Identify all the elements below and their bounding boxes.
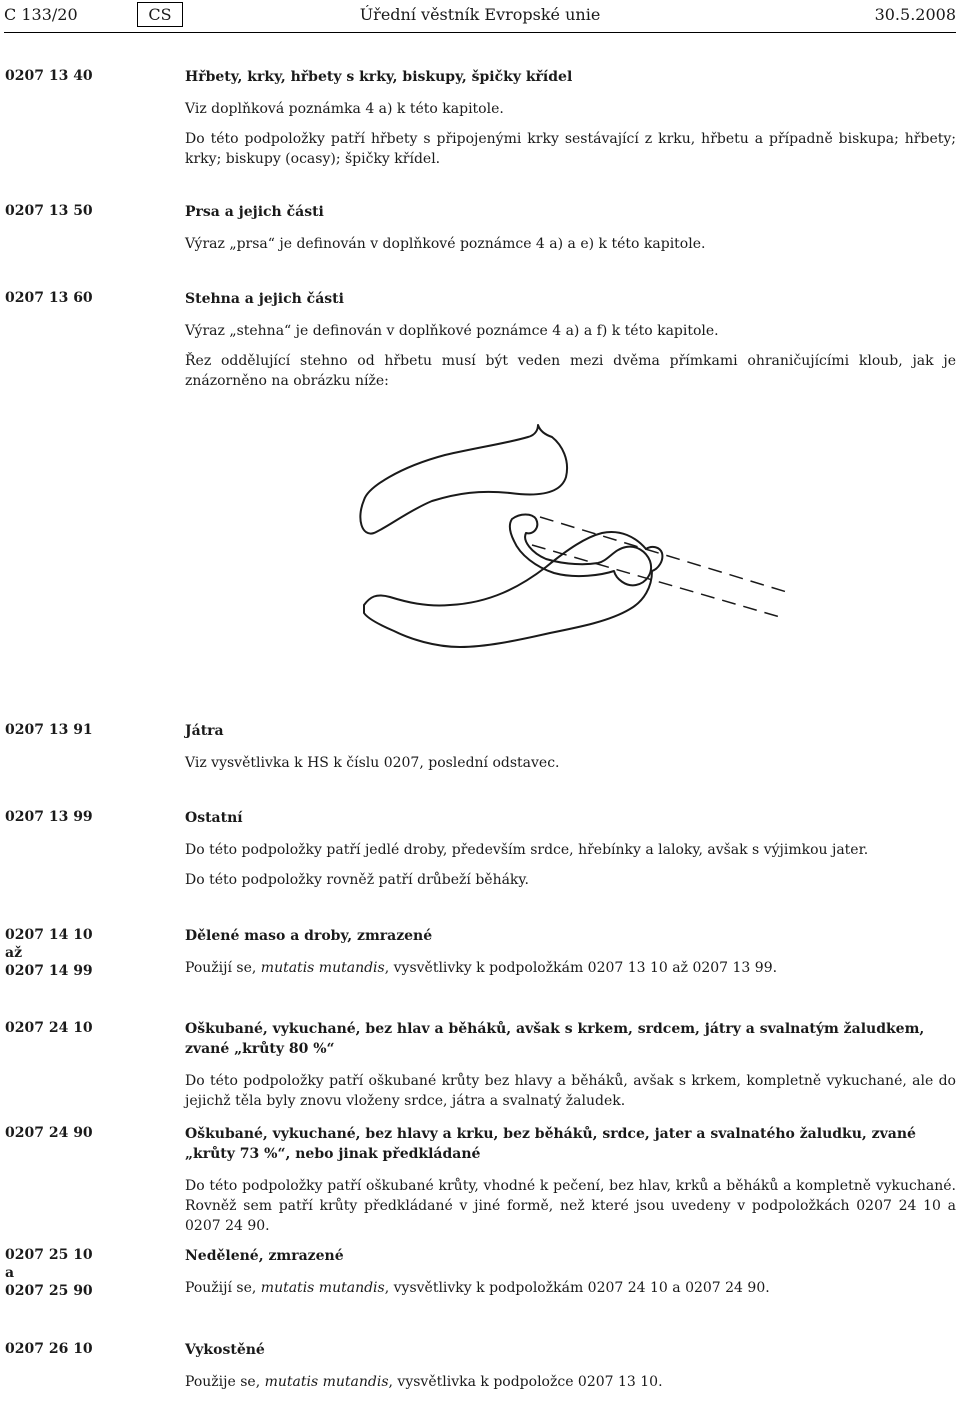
latin-phrase: mutatis mutandis xyxy=(264,1374,389,1390)
entry-code xyxy=(5,1340,175,1358)
entry-heading: Nedělené, zmrazené xyxy=(185,1248,344,1264)
entry-code-line: a xyxy=(5,1265,15,1281)
entry-heading: Stehna a jejich části xyxy=(185,291,344,307)
entry-text xyxy=(185,1246,956,1308)
entry-code-line: 0207 13 99 xyxy=(5,809,93,825)
entry-paragraph: Výraz „prsa“ je definován v doplňkové poznámce 4 a) a e) k této kapitole. xyxy=(185,236,706,252)
entry-text xyxy=(185,926,956,988)
entry-paragraph: Do této podpoložky patří oškubané krůty, vhodné k pečení, bez hlav, krků a běháků a kompletně vykuchané. Rovněž sem patří krůty předkládané v jiné formě, než které jsou uvedeny v podpoložkách 0207 24 10 a 0207 24 90. xyxy=(185,1178,956,1234)
entry-paragraph: Do této podpoložky rovněž patří drůbeží běháky. xyxy=(185,872,529,888)
entry-paragraph: Do této podpoložky patří oškubané krůty bez hlavy a běháků, avšak s krkem, kompletně vykuchané, ale do jejichž těla byly znovu vloženy srdce, játra a svalnatý žaludek. xyxy=(185,1073,956,1109)
entry-code xyxy=(5,1246,175,1300)
entry-heading: Dělené maso a droby, zmrazené xyxy=(185,928,433,944)
language-code-box: CS xyxy=(137,2,183,27)
entry-code-line: 0207 25 90 xyxy=(5,1283,93,1299)
entry-code-line: 0207 14 99 xyxy=(5,963,93,979)
entry-heading: Hřbety, krky, hřbety s krky, biskupy, špičky křídel xyxy=(185,69,573,85)
entry-code-line: 0207 24 10 xyxy=(5,1020,93,1036)
entry-heading: Játra xyxy=(185,723,224,739)
entry-code-line: 0207 13 40 xyxy=(5,68,93,84)
entry-text xyxy=(185,721,956,783)
entry-code-line: 0207 14 10 xyxy=(5,927,93,943)
entry-text xyxy=(185,289,956,401)
entry-paragraph: Řez oddělující stehno od hřbetu musí být veden mezi dvěma přímkami ohraničujícími kloub, jak je znázorněno na obrázku níže: xyxy=(185,353,956,389)
entry-paragraph: Viz doplňková poznámka 4 a) k této kapitole. xyxy=(185,101,504,117)
paragraph-text: , vysvětlivky k podpoložkám 0207 13 10 až 0207 13 99. xyxy=(384,960,778,976)
joint-socket-outline xyxy=(510,515,651,586)
thigh-cut-diagram xyxy=(340,415,800,660)
entry-paragraph: Výraz „stehna“ je definován v doplňkové poznámce 4 a) a f) k této kapitole. xyxy=(185,323,719,339)
entry-code xyxy=(5,1124,175,1142)
entry-code xyxy=(5,1019,175,1037)
entry-text xyxy=(185,67,956,179)
paragraph-text: Použije se, xyxy=(185,1374,265,1390)
entry-code-line: až xyxy=(5,945,23,961)
cut-line-upper xyxy=(540,517,790,593)
entry-code-line: 0207 13 50 xyxy=(5,203,93,219)
entry-heading: Prsa a jejich části xyxy=(185,204,324,220)
entry-code xyxy=(5,808,175,826)
entry-heading: Ostatní xyxy=(185,810,243,826)
entry-code-line: 0207 13 91 xyxy=(5,722,93,738)
journal-reference: C 133/20 xyxy=(4,5,78,24)
entry-code xyxy=(5,67,175,85)
entry-code-line: 0207 26 10 xyxy=(5,1341,93,1357)
latin-phrase: mutatis mutandis xyxy=(260,1280,385,1296)
page-header xyxy=(0,0,960,30)
entry-text xyxy=(185,808,956,900)
entry-code-line: 0207 13 60 xyxy=(5,290,93,306)
entry-text xyxy=(185,1340,956,1402)
entry-paragraph: Do této podpoložky patří jedlé droby, především srdce, hřebínky a laloky, avšak s výjimkou jater. xyxy=(185,842,869,858)
publication-date: 30.5.2008 xyxy=(874,5,956,24)
entry-text xyxy=(185,1124,956,1246)
paragraph-text: Použijí se, xyxy=(185,960,261,976)
entry-code xyxy=(5,926,175,980)
entry-heading: Vykostěné xyxy=(185,1342,265,1358)
entry-heading: Oškubané, vykuchané, bez hlavy a krku, bez běháků, srdce, jater a svalnatého žaludku, zvané „krůty 73 %“, nebo jinak předkládané xyxy=(185,1126,916,1162)
entry-paragraph xyxy=(185,1372,956,1392)
paragraph-text: , vysvětlivka k podpoložce 0207 13 10. xyxy=(388,1374,663,1390)
latin-phrase: mutatis mutandis xyxy=(260,960,385,976)
lower-bone-outline xyxy=(364,532,662,647)
thigh-cut-illustration xyxy=(340,415,800,660)
entry-heading: Oškubané, vykuchané, bez hlav a běháků, avšak s krkem, srdcem, játry a svalnatým žaludkem, zvané „krůty 80 %“ xyxy=(185,1021,925,1057)
upper-bone-outline xyxy=(360,425,567,534)
entry-text xyxy=(185,1019,956,1121)
header-rule xyxy=(4,32,956,33)
paragraph-text: Použijí se, xyxy=(185,1280,261,1296)
entry-code xyxy=(5,202,175,220)
entry-paragraph xyxy=(185,958,956,978)
entry-code xyxy=(5,721,175,739)
cut-line-lower xyxy=(532,545,780,617)
entry-code xyxy=(5,289,175,307)
entry-text xyxy=(185,202,956,264)
entry-paragraph: Do této podpoložky patří hřbety s připojenými krky sestávající z krku, hřbetu a případně biskupa; hřbety; krky; biskupy (ocasy); špičky křídel. xyxy=(185,131,956,167)
paragraph-text: , vysvětlivky k podpoložkám 0207 24 10 a 0207 24 90. xyxy=(384,1280,770,1296)
entry-paragraph xyxy=(185,1278,956,1298)
journal-title: Úřední věstník Evropské unie xyxy=(359,5,601,24)
entry-code-line: 0207 25 10 xyxy=(5,1247,93,1263)
entry-paragraph: Viz vysvětlivka k HS k číslu 0207, poslední odstavec. xyxy=(185,755,560,771)
entry-code-line: 0207 24 90 xyxy=(5,1125,93,1141)
